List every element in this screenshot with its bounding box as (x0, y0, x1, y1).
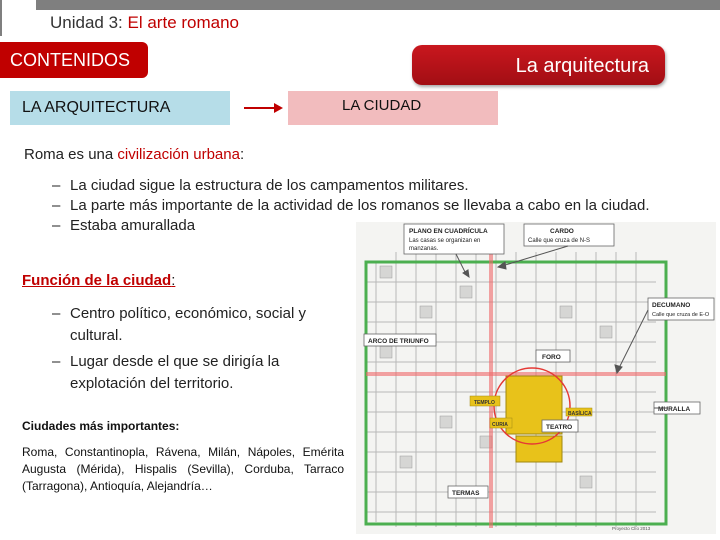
callout-plano-sub1: Las casas se organizan en (409, 238, 481, 244)
list-item: – Estaba amurallada (52, 216, 672, 236)
intro-after: : (239, 146, 245, 163)
callout-decumano-sub: Calle que cruza de E-O (652, 312, 710, 318)
arrow-right-icon (244, 101, 284, 115)
callout-cardo-sub: Calle que cruza de N-S (528, 238, 591, 244)
header-rule (0, 0, 720, 10)
subtopic-box: LA CIUDAD (288, 91, 498, 125)
callout-plano-sub2: manzanas. (409, 246, 439, 252)
roman-city-plan-map (356, 222, 716, 534)
function-heading (22, 272, 175, 289)
callout-termas-text: TERMAS (452, 490, 480, 497)
map-theatre-area (516, 436, 562, 462)
function-heading-colon: : (171, 272, 176, 289)
callout-foro-text: FORO (542, 354, 561, 361)
header-bar (36, 0, 720, 10)
map-credit: Proyecto Clío 2013 (612, 526, 651, 531)
callout-arco-text: ARCO DE TRIUNFO (368, 338, 429, 345)
callout-muralla-text: MURALLA (658, 406, 691, 413)
section-badge: La arquitectura (412, 45, 665, 85)
callout-cardo-title: CARDO (550, 228, 574, 235)
topic-box: LA ARQUITECTURA (10, 91, 230, 125)
important-cities-text: Roma, Constantinopla, Rávena, Milán, Nápoles, Emérita Augusta (Mérida), Hispalis (Sevilla), Corduba, Tarraco (Tarragona), Antioquía, Alejandría… (22, 445, 344, 493)
unit-prefix: Unidad 3: (50, 13, 123, 32)
intro-text (24, 145, 244, 165)
list-item: – Centro político, económico, social y cultural. (52, 303, 352, 347)
list-item: – La parte más importante de la actividad de los romanos se llevaba a cabo en la ciudad. (52, 196, 672, 216)
intro-highlight: civilización urbana (117, 146, 240, 163)
unit-name: El arte romano (127, 13, 240, 32)
callout-plano-title: PLANO EN CUADRÍCULA (409, 228, 488, 235)
unit-title (50, 13, 239, 33)
function-heading-text: Función de la ciudad (22, 272, 172, 289)
map-label-templo: TEMPLO (474, 400, 495, 406)
callout-teatro-text: TEATRO (546, 424, 573, 431)
header-corner-line (0, 0, 36, 36)
map-label-basilica: BASÍLICA (568, 411, 592, 417)
function-list (52, 303, 352, 399)
intro-before: Roma es una (24, 146, 118, 163)
list-item: – Lugar desde el que se dirigía la explotación del territorio. (52, 351, 352, 395)
callout-decumano-title: DECUMANO (652, 302, 691, 309)
contenidos-label: CONTENIDOS (0, 42, 148, 78)
map-label-curia: CURIA (492, 422, 508, 428)
list-item: – La ciudad sigue la estructura de los campamentos militares. (52, 176, 672, 196)
important-cities-heading: Ciudades más importantes: (22, 419, 180, 433)
